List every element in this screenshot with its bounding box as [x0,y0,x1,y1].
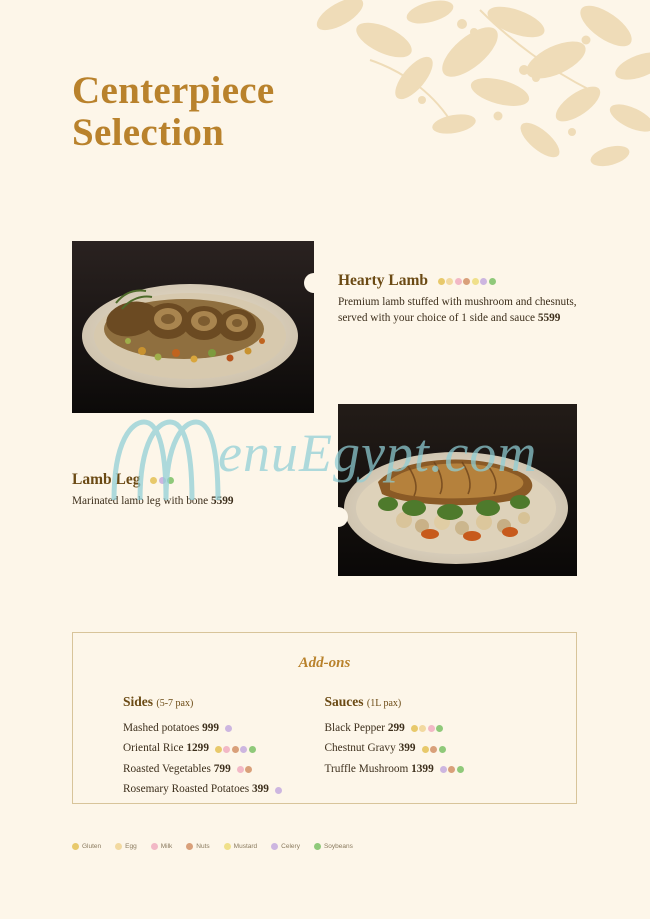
egg-icon [115,843,122,850]
addon-price: 399 [251,783,269,796]
addon-allergen-dots [275,780,284,800]
celery-icon [159,477,166,484]
celery-icon [440,766,447,773]
soybeans-icon [436,725,443,732]
nuts-icon [186,843,193,850]
addons-title: Add-ons [298,655,351,671]
addon-name: Mashed potatoes [123,722,203,734]
watermark-text: enuEgypt.com [218,423,538,483]
celery-icon [240,746,247,753]
soybeans-icon [489,278,496,285]
addon-price: 299 [387,722,405,734]
addon-name: Roasted Vegetables [123,762,214,775]
legend-item-nuts [186,843,209,850]
soybeans-icon [457,766,464,773]
dish-lamb-leg [72,471,332,509]
dish-allergen-dots [150,471,176,489]
dish-photo-hearty-lamb [72,241,314,413]
legend-label: Soybeans [323,843,353,850]
gluten-icon [438,278,445,285]
addon-allergen-dots [225,718,234,738]
addons-panel [72,632,577,804]
addon-item [123,759,325,779]
addon-name: Truffle Mushroom [324,762,412,775]
dish-price: 5599 [210,495,234,508]
mustard-icon [224,843,231,850]
allergen-legend [72,843,577,850]
milk-icon [223,746,230,753]
addon-allergen-dots [422,739,448,759]
gluten-icon [150,477,157,484]
gluten-icon [422,746,429,753]
soybeans-icon [249,746,256,753]
legend-label: Mustard [233,843,258,850]
dish-description-text: Premium lamb stuffed with mushroom and chesnuts, served with your choice of 1 side and sauce [338,296,577,325]
legend-item-milk [151,843,173,850]
photo-notch-2 [328,507,348,527]
gluten-icon [72,843,79,850]
nuts-icon [232,746,239,753]
addons-column-sauces [325,694,527,800]
soybeans-icon [167,477,174,484]
page-title [72,70,402,154]
celery-icon [275,787,282,794]
legend-label: Egg [125,843,137,850]
addon-allergen-dots [411,718,445,738]
dish-name: Hearty Lamb [338,272,428,290]
addons-column-title: Sauces [324,694,364,709]
addon-allergen-dots [440,759,466,779]
page-title-line-1: Centerpiece [72,69,275,112]
addon-item [123,718,325,738]
addons-column-heading [325,694,527,710]
milk-icon [237,766,244,773]
legend-item-soybeans [314,843,353,850]
dish-description [72,493,332,509]
dish-hearty-lamb [338,272,578,326]
addon-name: Rosemary Roasted Potatoes [123,783,252,796]
addons-column-sides [123,694,325,800]
celery-icon [271,843,278,850]
dish-description-text: Marinated lamb leg with bone [72,495,211,508]
addon-name: Oriental Rice [123,742,187,755]
mustard-icon [472,278,479,285]
addon-price: 1399 [411,762,434,775]
addons-column-title: Sides [123,694,154,709]
addon-name: Chestnut Gravy [324,742,399,755]
dish-name: Lamb Leg [72,471,141,489]
addon-allergen-dots [237,759,254,779]
celery-icon [480,278,487,285]
legend-label: Gluten [82,843,102,850]
addons-column-heading [123,694,325,710]
soybeans-icon [439,746,446,753]
addon-price: 799 [213,762,231,775]
milk-icon [428,725,435,732]
legend-item-celery [271,843,300,850]
addon-item [123,779,325,799]
legend-label: Milk [160,843,173,850]
legend-item-gluten [72,843,101,850]
egg-icon [446,278,453,285]
addons-column-pax: (1L pax) [366,698,402,709]
legend-label: Nuts [196,843,210,850]
gluten-icon [215,746,222,753]
legend-item-mustard [224,843,257,850]
dish-description [338,294,578,326]
addon-name: Black Pepper [324,722,388,734]
page-title-line-2: Selection [72,111,225,155]
addon-price: 999 [202,722,220,734]
dish-price: 5599 [537,312,561,325]
gluten-icon [411,725,418,732]
addon-item [123,738,325,758]
celery-icon [225,725,232,732]
addon-allergen-dots [215,739,258,759]
addon-price: 399 [398,742,416,755]
dish-allergen-dots [438,272,498,290]
dish-photo-lamb-leg [338,404,577,576]
nuts-icon [463,278,470,285]
addon-item [325,718,527,738]
addon-price: 1299 [186,742,209,755]
milk-icon [151,843,158,850]
nuts-icon [430,746,437,753]
milk-icon [455,278,462,285]
nuts-icon [245,766,252,773]
addon-item [325,738,527,758]
photo-notch-1 [304,273,324,293]
addons-column-pax: (5-7 pax) [156,698,194,709]
soybeans-icon [314,843,321,850]
egg-icon [419,725,426,732]
addon-item [325,759,527,779]
legend-item-egg [115,843,137,850]
nuts-icon [448,766,455,773]
legend-label: Celery [281,843,300,850]
